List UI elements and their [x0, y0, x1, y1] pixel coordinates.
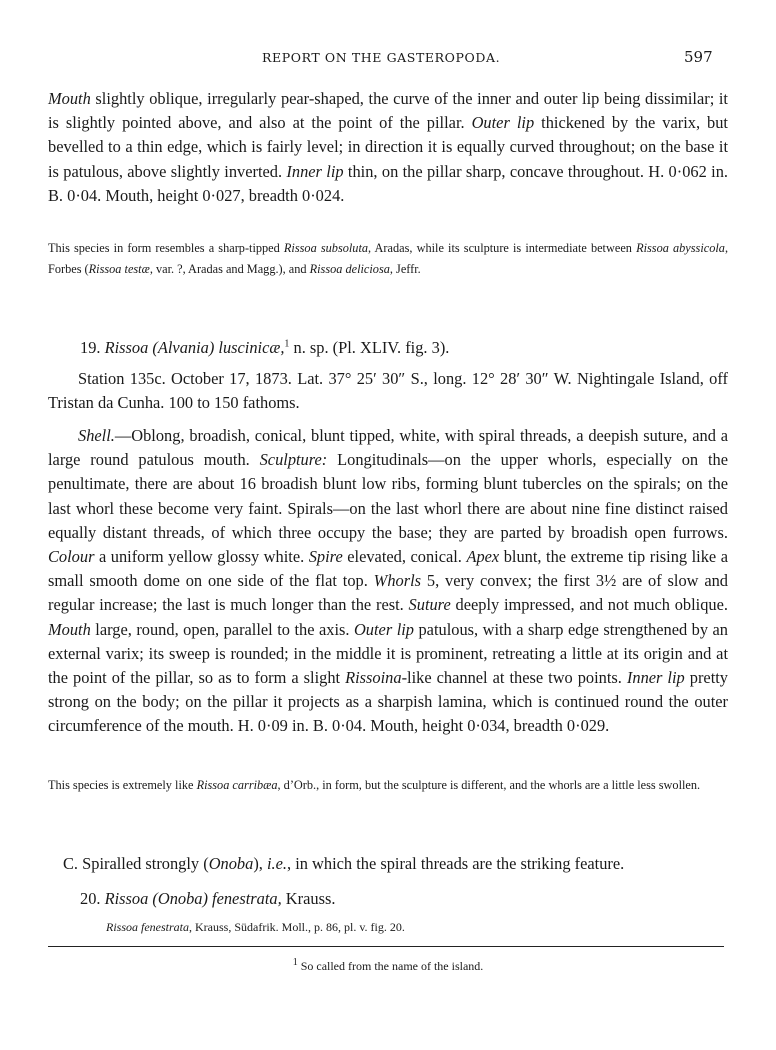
- section-c-heading: [63, 852, 624, 876]
- footnote-marker: 1: [292, 957, 298, 968]
- text-run: ),: [253, 854, 267, 873]
- text-run: a uniform yellow glossy white.: [94, 547, 309, 567]
- running-title: REPORT ON THE GASTEROPODA.: [262, 50, 501, 65]
- term-inner-lip: Inner lip: [626, 668, 685, 688]
- term-whorls: Whorls: [373, 571, 422, 591]
- text-run: large, round, open, parallel to the axis.: [90, 619, 354, 639]
- genus-rissoina: Rissoina: [345, 668, 402, 688]
- text-run: thin, on the pillar sharp, concave throughout. H. 0·062 in. B. 0·04. Mouth, height 0·027, breadth 0·024.: [48, 161, 728, 205]
- text-run: slightly oblique, irregularly pear-shaped, the curve of the inner and outer lip being dissimilar; it is slightly pointed above, and also at the point of the pillar.: [48, 89, 728, 133]
- footnote-rule: [48, 946, 724, 947]
- term-inner-lip: Inner lip: [286, 161, 344, 181]
- text-run: Krauss.: [281, 889, 336, 908]
- text-run: , Krauss, Südafrik. Moll., p. 86, pl. v. fig. 20.: [189, 920, 405, 934]
- term-mouth: Mouth: [48, 89, 91, 108]
- species-name: Rissoa testæ: [88, 262, 150, 276]
- text-run: This species is extremely like: [48, 778, 197, 792]
- term-outer-lip: Outer lip: [353, 619, 414, 639]
- term-apex: Apex: [466, 547, 500, 567]
- term-spire: Spire: [308, 547, 343, 567]
- footnote-marker: 1: [284, 338, 290, 350]
- comparison-note-1: [48, 238, 728, 280]
- species-name: Rissoa subsoluta: [283, 241, 369, 255]
- footnote: [0, 958, 776, 974]
- text-run: patulous, with a sharp edge strengthened by an external varix; its sweep is rounded; in the middle it is prominent, retreating a little at its origin and at the point of the pillar, so as to form a slight: [48, 619, 728, 688]
- text-run: , d’Orb., in form, but the sculpture is different, and the whorls are a little less swollen.: [277, 778, 701, 792]
- text-run: n. sp. (Pl. XLIV. fig. 3).: [289, 338, 450, 357]
- species-number: 20.: [80, 889, 105, 908]
- text-run: This species in form resembles a sharp-tipped: [48, 241, 284, 255]
- text-run: —Oblong, broadish, conical, blunt tipped, white, with spiral threads, a deepish suture, and a large round patulous mouth.: [48, 426, 728, 470]
- abbrev-ie: i.e.: [266, 854, 287, 873]
- text-run: deeply impressed, and not much oblique.: [450, 595, 728, 615]
- running-head: [0, 48, 776, 68]
- text-run: Longitudinals—on the upper whorls, especially on the penultimate, there are about 16 broadish blunt low ribs, forming blunt tubercles on the spirals; on the last whorl these become very faint. Spirals—on the last whorl there are about nine fine distinct raised equally distant threads, of which three occupy the base; they are parted by broadish open furrows.: [48, 450, 728, 542]
- term-colour: Colour: [48, 547, 95, 567]
- text-run: , var. ?, Aradas and Magg.), and: [149, 262, 310, 276]
- comparison-note-2: [48, 775, 728, 796]
- text-run: thickened by the varix, but bevelled to a thin edge, which is fairly level; in direction it is equally curved throughout; on the base it is patulous, above slightly inverted.: [48, 113, 728, 181]
- species-19-heading: [80, 336, 449, 360]
- species-title: Rissoa (Alvania) luscinicæ,: [104, 338, 285, 357]
- term-sculpture: Sculpture:: [259, 450, 328, 470]
- footnote-text: So called from the name of the island.: [297, 959, 484, 973]
- page-number: 597: [684, 48, 713, 66]
- text-run: , Jeffr.: [389, 262, 421, 276]
- text-run: C. Spiralled strongly (: [63, 854, 209, 873]
- term-shell: Shell.: [78, 426, 115, 445]
- genus-onoba: Onoba: [208, 854, 254, 873]
- species-20-heading: [80, 887, 335, 911]
- bibliographic-reference: [106, 918, 405, 936]
- species-name: Rissoa fenestrata: [106, 920, 189, 934]
- term-mouth: Mouth: [48, 619, 91, 639]
- text-run: , Aradas, while its sculpture is intermediate between: [368, 241, 637, 255]
- shell-description-paragraph: [48, 424, 728, 739]
- species-name: Rissoa carribæa: [196, 778, 278, 792]
- species-name: Rissoa deliciosa: [309, 262, 390, 276]
- species-number: 19.: [80, 338, 105, 357]
- text-run: , in which the spiral threads are the striking feature.: [287, 854, 625, 873]
- text-run: , Forbes (: [48, 241, 729, 276]
- text-run: blunt, the extreme tip rising like a small smooth dome on one side of the flat top.: [48, 547, 728, 591]
- text-run: 5, very convex; the first 3½ are of slow and regular increase; the last is much longer than the rest.: [48, 571, 728, 615]
- species-title: Rissoa (Onoba) fenestrata,: [104, 889, 282, 908]
- station-record: Station 135c. October 17, 1873. Lat. 37° 25′ 30″ S., long. 12° 28′ 30″ W. Nightingale Island, off Tristan da Cunha. 100 to 150 fathoms.: [48, 369, 728, 413]
- text-run: elevated, conical.: [342, 547, 467, 567]
- term-outer-lip: Outer lip: [471, 113, 535, 133]
- term-suture: Suture: [408, 595, 451, 615]
- species-name: Rissoa abyssicola: [636, 241, 725, 255]
- mouth-description-paragraph: [48, 87, 728, 208]
- text-run: pretty strong on the body; on the pillar it projects as a sharpish lamina, which is continued round the outer circumference of the mouth. H. 0·09 in. B. 0·04. Mouth, height 0·034, breadth 0·029.: [48, 668, 728, 736]
- text-run: -like channel at these two points.: [401, 668, 627, 688]
